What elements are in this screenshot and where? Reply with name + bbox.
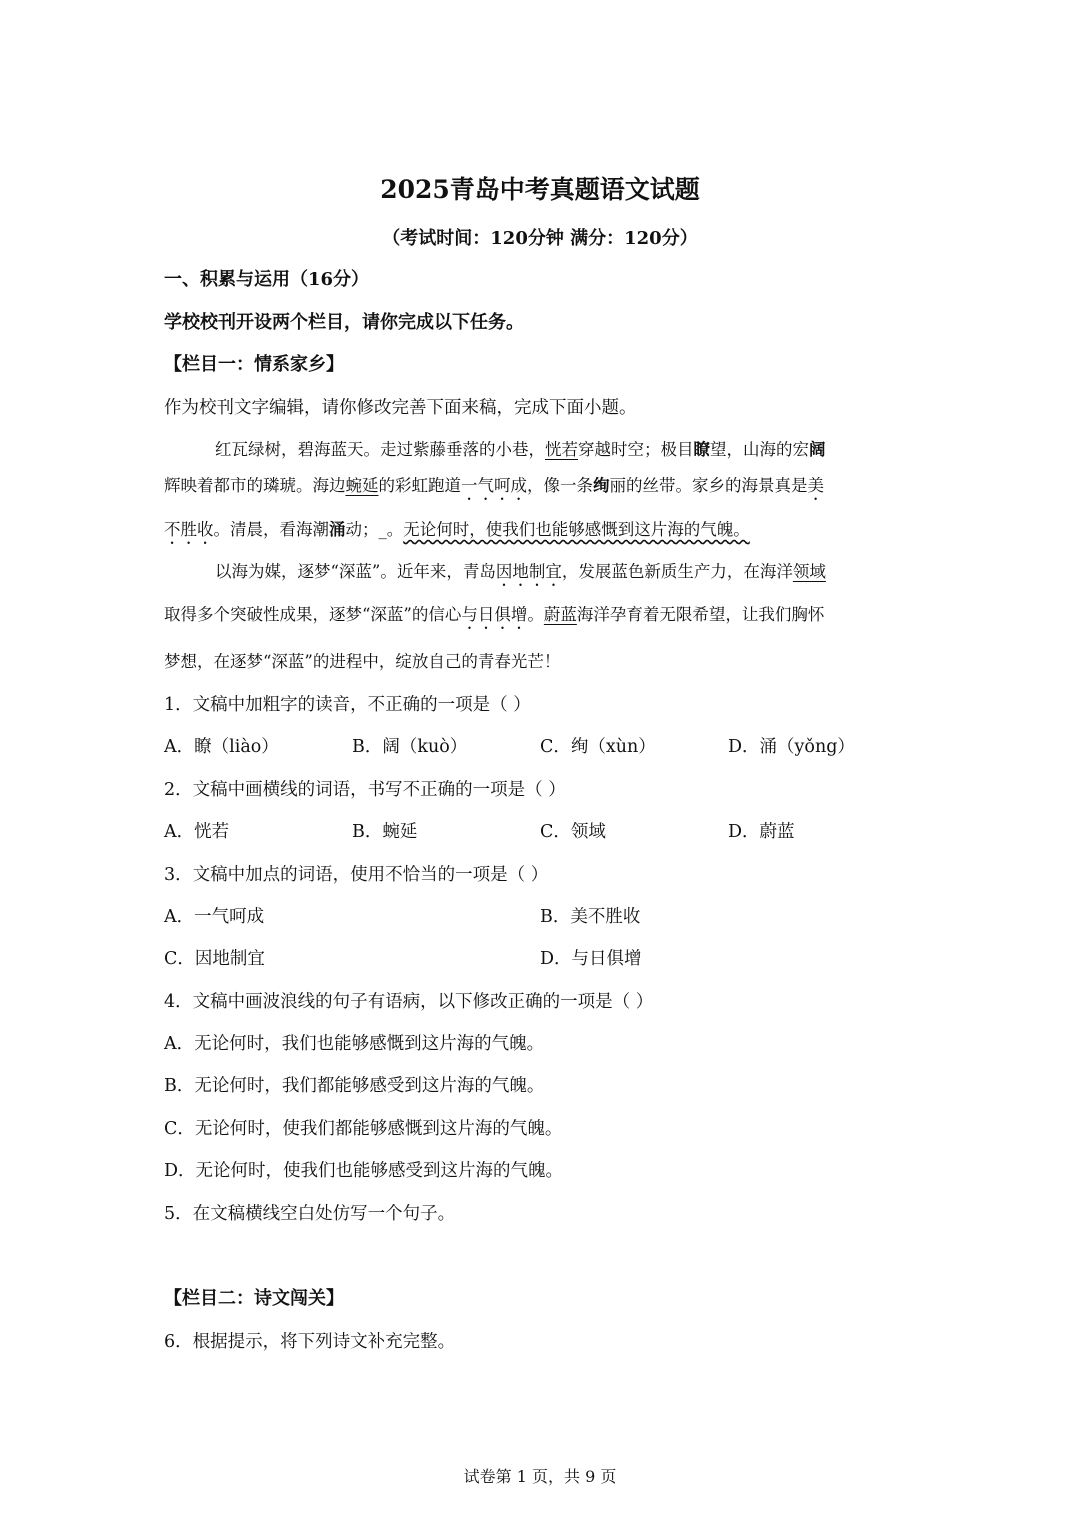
dotted-word: 与日俱增 <box>461 605 528 624</box>
text-span: 的彩虹跑道 <box>378 476 461 495</box>
question-stem: 5．在文稿横线空白处仿写一个句子。 <box>164 1204 456 1224</box>
bold-char: 瞭 <box>693 440 710 459</box>
dotted-word: 美 <box>807 476 824 495</box>
text-span: 。清晨，看海潮 <box>213 520 329 539</box>
column1-instruction: 作为校刊文字编辑，请你修改完善下面来稿，完成下面小题。 <box>164 398 637 418</box>
question-stem: 2．文稿中画横线的词语，书写不正确的一项是（ ） <box>164 780 566 800</box>
column1-heading: 【栏目一：情系家乡】 <box>164 354 344 375</box>
question-stem: 3．文稿中加点的词语，使用不恰当的一项是（ ） <box>164 865 549 885</box>
section-intro: 学校校刊开设两个栏目，请你完成以下任务。 <box>164 312 524 333</box>
passage-line <box>215 438 826 462</box>
dotted-word: 一气呵成 <box>461 476 527 495</box>
passage-line <box>164 603 824 633</box>
text-span: 穿越时空；极目 <box>578 440 694 459</box>
answer-option: B．无论何时，我们都能够感受到这片海的气魄。 <box>164 1076 545 1096</box>
answer-option: D．与日俱增 <box>540 949 642 969</box>
bold-char: 涌 <box>329 520 346 539</box>
answer-option: D．蔚蓝 <box>728 822 795 842</box>
bold-char: 绚 <box>593 476 610 495</box>
answer-option: A．一气呵成 <box>164 907 265 927</box>
text-span: 。 <box>527 605 544 624</box>
question-stem: 4．文稿中画波浪线的句子有语病，以下修改正确的一项是（ ） <box>164 992 654 1012</box>
answer-option: C．因地制宜 <box>164 949 265 969</box>
answer-option: C．领域 <box>540 822 606 842</box>
answer-option: D．无论何时，使我们也能够感受到这片海的气魄。 <box>164 1161 564 1181</box>
answer-option: B．蜿延 <box>352 822 418 842</box>
exam-info: （考试时间：120分钟 满分：120分） <box>382 228 698 249</box>
answer-option: C．绚（xùn） <box>540 737 656 757</box>
text-span: 以海为媒，逐梦“深蓝”。近年来，青岛 <box>215 562 496 581</box>
question-stem: 1．文稿中加粗字的读音，不正确的一项是（ ） <box>164 695 531 715</box>
underlined-word: 蜿延 <box>345 476 379 495</box>
text-span: 动；_。 <box>345 520 404 539</box>
text-span: 取得多个突破性成果，逐梦“深蓝”的信心 <box>164 605 462 624</box>
page-footer: 试卷第 1 页，共 9 页 <box>463 1467 617 1486</box>
text-span: ，像一条 <box>527 476 593 495</box>
answer-option: D．涌（yǒng） <box>728 737 855 757</box>
question-stem: 6．根据提示，将下列诗文补充完整。 <box>164 1332 456 1352</box>
underlined-word: 恍若 <box>545 440 578 459</box>
underlined-word: 蔚蓝 <box>543 605 577 624</box>
answer-option: A．无论何时，我们也能够感慨到这片海的气魄。 <box>164 1034 545 1054</box>
passage-line <box>164 518 750 548</box>
answer-option: B．阔（kuò） <box>352 737 468 757</box>
text-span: 红瓦绿树，碧海蓝天。走过紫藤垂落的小巷， <box>215 440 545 459</box>
text-span: ，发展蓝色新质生产力，在海洋 <box>561 562 793 581</box>
column2-heading: 【栏目二：诗文闯关】 <box>164 1288 344 1309</box>
text-span: 丽的丝带。家乡的海景真是 <box>609 476 808 495</box>
underlined-word: 领域 <box>792 562 826 581</box>
answer-option: B．美不胜收 <box>540 907 641 927</box>
text-span: 望，山海的宏 <box>710 440 809 459</box>
bold-char: 阔 <box>809 440 826 459</box>
text-span: 海洋孕育着无限希望，让我们胸怀 <box>576 605 825 624</box>
passage-line <box>215 560 826 590</box>
passage-line: 梦想，在逐梦“深蓝”的进程中，绽放自己的青春光芒！ <box>164 652 561 671</box>
section-heading: 一、积累与运用（16分） <box>164 269 370 290</box>
text-span: 辉映着都市的璘琥。海边 <box>164 476 346 495</box>
answer-option: C．无论何时，使我们都能够感慨到这片海的气魄。 <box>164 1119 563 1139</box>
wavy-sentence: 无论何时，使我们也能够感慨到这片海的气魄。 <box>403 520 750 539</box>
passage-line <box>164 474 824 504</box>
dotted-word: 因地制宜 <box>495 562 562 581</box>
dotted-word: 不胜收 <box>164 520 214 539</box>
answer-option: A．恍若 <box>164 822 230 842</box>
page-title: 2025青岛中考真题语文试题 <box>380 175 700 204</box>
answer-option: A．瞭（liào） <box>164 737 279 757</box>
